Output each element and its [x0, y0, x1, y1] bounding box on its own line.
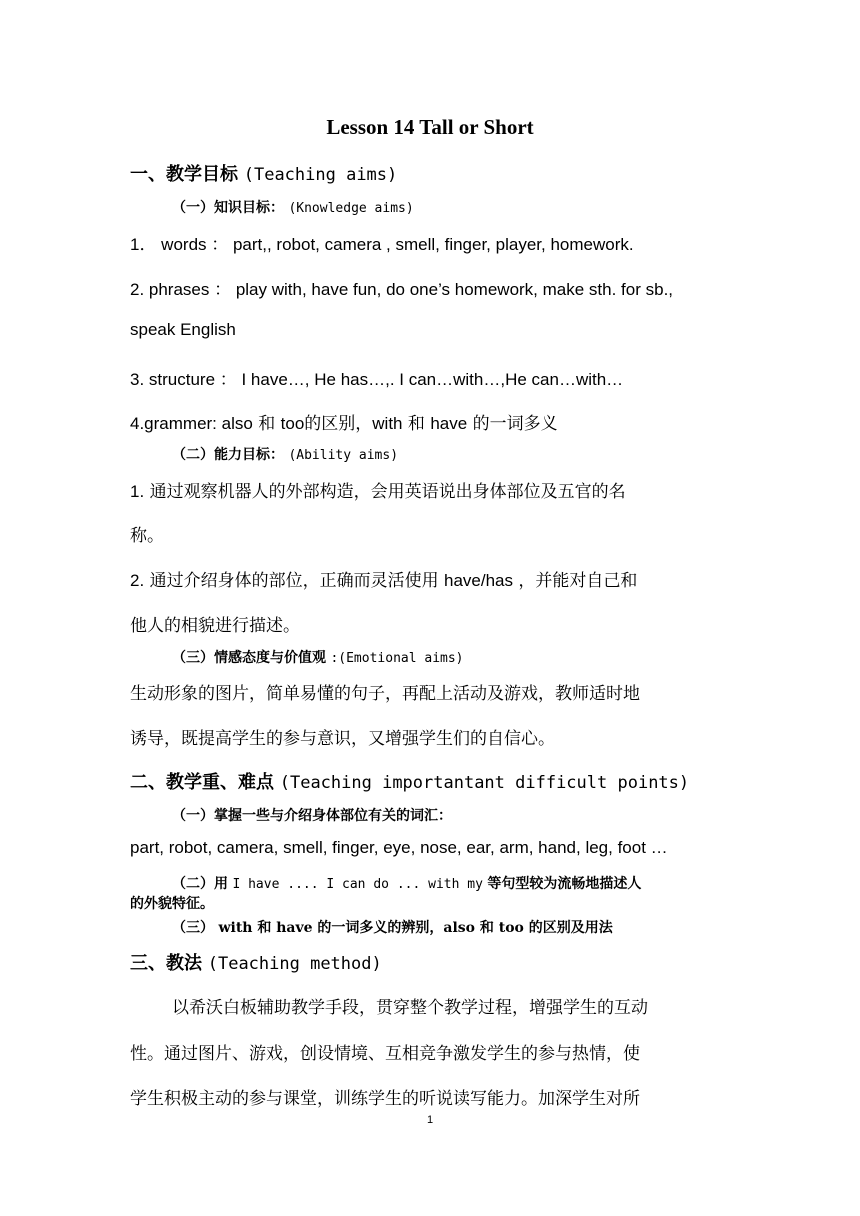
- ability-item-2-zh1: 通过介绍身体的部位，正确而灵活使用: [149, 571, 439, 591]
- key-point-3-b: with 和 have 的一词多义的辨别，also 和 too 的区别及用法: [218, 920, 613, 936]
- grammar-en-1: 4.grammer: also: [130, 414, 253, 433]
- key-point-3: [172, 917, 613, 937]
- ability-aims-zh: （二）能力目标：: [172, 447, 284, 463]
- grammar-en-3: with: [372, 414, 403, 433]
- section3-heading: [130, 949, 382, 975]
- section2-heading-zh: 二、教学重、难点: [130, 772, 274, 793]
- knowledge-aims-en: (Knowledge aims): [288, 201, 414, 216]
- key-point-2-cont: 的外貌特征。: [130, 896, 214, 912]
- ability-aims-en: (Ability aims): [288, 448, 399, 463]
- grammar-zh-1: 和: [258, 414, 276, 434]
- method-para-line-3: 学生积极主动的参与课堂，训练学生的听说读写能力。加深学生对所: [130, 1089, 640, 1109]
- knowledge-structure: 3. structure ： I have…, He has…,. I can…with…,He can…with…: [130, 370, 624, 389]
- key-point-2-a: （二）用: [172, 876, 228, 892]
- section2-heading-en: (Teaching importantant difficult points): [279, 773, 690, 793]
- page-number: 1: [426, 1114, 434, 1126]
- key-point-2: [172, 873, 641, 893]
- knowledge-words: 1． words ： part,, robot, camera , smell, finger, player, homework.: [130, 235, 634, 254]
- emotional-aims-heading: [172, 647, 464, 667]
- emotional-aims-zh: （三）情感态度与价值观: [172, 650, 326, 666]
- ability-item-2-num: 2.: [130, 571, 145, 590]
- emotional-aims-en: :(Emotional aims): [330, 651, 464, 666]
- section1-heading: [130, 160, 397, 186]
- key-point-2-b: 等句型较为流畅地描述人: [487, 876, 642, 892]
- ability-item-1-num: 1.: [130, 482, 145, 501]
- key-point-1-words: part, robot, camera, smell, finger, eye, nose, ear, arm, hand, leg, foot …: [130, 838, 668, 857]
- ability-item-1: [130, 477, 626, 502]
- ability-item-2: [130, 566, 637, 591]
- ability-aims-heading: [172, 444, 398, 464]
- knowledge-aims-zh: （一）知识目标：: [172, 200, 284, 216]
- emotional-text-line-1: 生动形象的图片，简单易懂的句子，再配上活动及游戏，教师适时地: [130, 684, 640, 704]
- ability-item-2-en: have/has: [444, 571, 513, 590]
- grammar-en-2: too: [280, 414, 305, 433]
- ability-item-2-cont: 他人的相貌进行描述。: [130, 616, 300, 636]
- method-para-line-2: 性。通过图片、游戏，创设情境、互相竞争激发学生的参与热情，使: [130, 1044, 640, 1064]
- grammar-en-4: have: [430, 414, 468, 433]
- section2-heading: [130, 768, 689, 794]
- section1-heading-en: (Teaching aims): [243, 165, 398, 185]
- section3-heading-en: (Teaching method): [207, 954, 382, 974]
- emotional-text-line-2: 诱导，既提高学生的参与意识，又增强学生们的自信心。: [130, 729, 555, 749]
- key-point-1: （一）掌握一些与介绍身体部位有关的词汇：: [172, 808, 452, 824]
- page-title: Lesson 14 Tall or Short: [326, 115, 534, 139]
- ability-item-2-zh2: ，并能对自己和: [518, 571, 638, 591]
- key-point-2-en: I have .... I can do ... with my: [232, 877, 483, 892]
- method-para-line-1: 以希沃白板辅助教学手段，贯穿整个教学过程，增强学生的互动: [172, 998, 648, 1018]
- knowledge-grammar: [130, 409, 558, 434]
- grammar-zh-4: 的一词多义: [472, 414, 558, 434]
- knowledge-phrases-cont: speak English: [130, 320, 236, 339]
- grammar-zh-3: 和: [407, 414, 425, 434]
- ability-item-1-cont: 称。: [130, 526, 164, 546]
- key-point-3-a: （三）: [172, 920, 214, 936]
- grammar-zh-2: 的区别，: [304, 414, 373, 434]
- knowledge-phrases: 2. phrases ： play with, have fun, do one’s homework, make sth. for sb.,: [130, 280, 674, 299]
- section1-heading-zh: 一、教学目标: [130, 164, 238, 185]
- ability-item-1-text: 通过观察机器人的外部构造，会用英语说出身体部位及五官的名: [149, 482, 626, 502]
- knowledge-aims-heading: [172, 197, 414, 217]
- section3-heading-zh: 三、教法: [130, 953, 202, 974]
